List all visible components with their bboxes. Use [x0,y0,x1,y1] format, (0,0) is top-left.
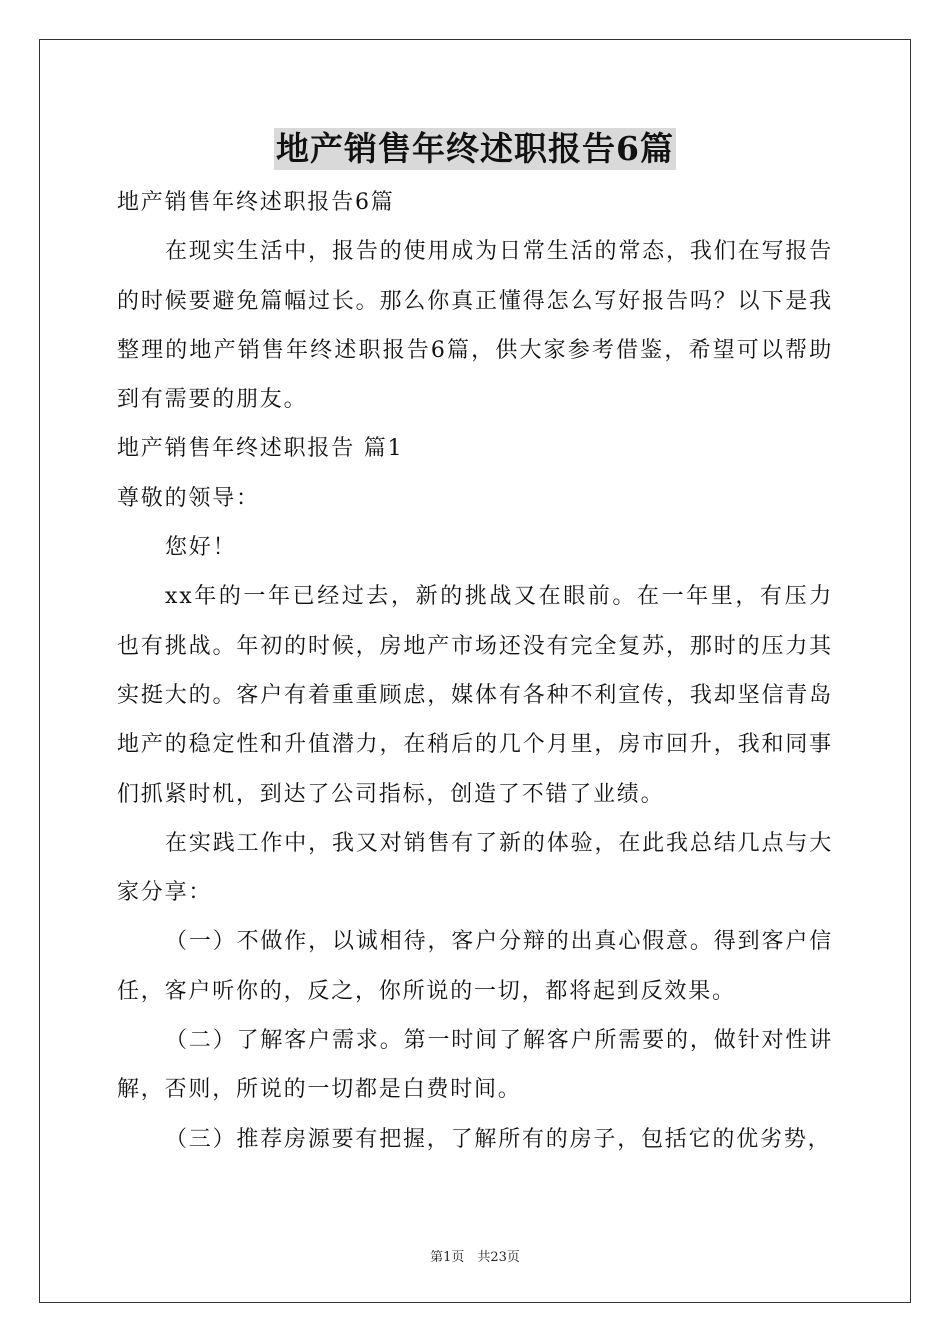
list-item: （二）了解客户需求。第一时间了解客户所需要的，做针对性讲解，否则，所说的一切都是白费时间。 [117,1028,833,1103]
document-body [117,178,833,1164]
paragraph: xx年的一年已经过去，新的挑战又在眼前。在一年里，有压力也有挑战。年初的时候，房地产市场还没有完全复苏，那时的压力其实挺大的。客户有着重重顾虑，媒体有各种不利宣传，我却坚信青岛地产的稳定性和升值潜力，在稍后的几个月里，房市回升，我和同事们抓紧时机，到达了公司指标，创造了不错了业绩。 [117,584,833,807]
paragraph: 地产销售年终述职报告6篇 [117,190,395,215]
list-item: （一）不做作，以诚相待，客户分辩的出真心假意。得到客户信任，客户听你的，反之，你所说的一切，都将起到反效果。 [117,929,833,1004]
section-heading: 地产销售年终述职报告 篇1 [117,436,404,462]
document-title: 地产销售年终述职报告6篇 [276,129,674,168]
salutation: 尊敬的领导： [117,485,260,511]
list-item: （三）推荐房源要有把握，了解所有的房子，包括它的优劣势， [165,1126,832,1152]
greeting: 您好！ [165,535,237,561]
page-footer: 第1页 共23页 [430,1250,520,1265]
paragraph: 在现实生活中，报告的使用成为日常生活的常态，我们在写报告的时候要避免篇幅过长。那么你真正懂得怎么写好报告吗？以下是我整理的地产销售年终述职报告6篇，供大家参考借鉴，希望可以帮助到有需要的朋友。 [117,239,833,413]
title-container [0,128,950,170]
paragraph: 在实践工作中，我又对销售有了新的体验，在此我总结几点与大家分享： [117,830,833,906]
